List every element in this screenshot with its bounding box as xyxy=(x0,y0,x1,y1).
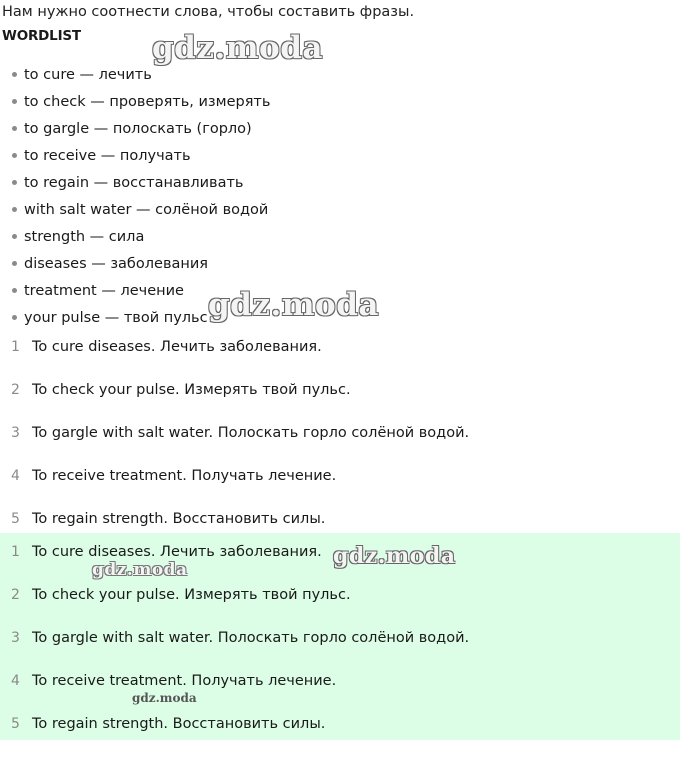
wordlist-entry: to cure — лечить xyxy=(24,67,152,83)
answer-number: 5 xyxy=(11,511,20,527)
answer-item xyxy=(0,713,680,756)
wordlist-entry: to check — проверять, измерять xyxy=(24,94,271,110)
wordlist-entry: diseases — заболевания xyxy=(24,256,208,272)
answer-item xyxy=(0,379,680,422)
answer-text: To gargle with salt water. Полоскать горло солёной водой. xyxy=(32,630,470,646)
watermark: gdz.moda xyxy=(132,691,197,705)
wordlist-entry: to regain — восстанавливать xyxy=(24,175,244,191)
answer-number: 3 xyxy=(11,425,20,441)
answer-number: 2 xyxy=(11,587,20,603)
list-item xyxy=(12,91,270,118)
watermark: gdz.moda xyxy=(152,30,323,66)
answer-item xyxy=(0,336,680,379)
bullet-icon xyxy=(12,261,17,266)
list-item xyxy=(12,199,270,226)
watermark: gdz.moda xyxy=(208,287,379,323)
answer-number: 3 xyxy=(11,630,20,646)
list-item xyxy=(12,64,270,91)
watermark: gdz.moda xyxy=(92,560,188,580)
answer-text: To cure diseases. Лечить заболевания. xyxy=(32,339,322,355)
answer-text: To receive treatment. Получать лечение. xyxy=(32,468,337,484)
answer-item xyxy=(0,627,680,670)
answer-number: 2 xyxy=(11,382,20,398)
wordlist-entry: your pulse — твой пульс xyxy=(24,310,208,326)
answer-list xyxy=(0,336,680,551)
wordlist-entry: to receive — получать xyxy=(24,148,191,164)
list-item xyxy=(12,145,270,172)
wordlist-entry: to gargle — полоскать (горло) xyxy=(24,121,252,137)
bullet-icon xyxy=(12,234,17,239)
bullet-icon xyxy=(12,315,17,320)
wordlist-entry: strength — сила xyxy=(24,229,145,245)
answer-number: 4 xyxy=(11,468,20,484)
list-item xyxy=(12,253,270,280)
answer-text: To receive treatment. Получать лечение. xyxy=(32,673,337,689)
wordlist-entry: treatment — лечение xyxy=(24,283,184,299)
answer-item xyxy=(0,422,680,465)
answer-text: To cure diseases. Лечить заболевания. xyxy=(32,544,322,560)
answer-item xyxy=(0,584,680,627)
answer-text: To gargle with salt water. Полоскать горло солёной водой. xyxy=(32,425,470,441)
watermark: gdz.moda xyxy=(333,543,456,569)
list-item xyxy=(12,172,270,199)
answer-text: To check your pulse. Измерять твой пульс. xyxy=(32,587,351,603)
wordlist-entry: with salt water — солёной водой xyxy=(24,202,269,218)
answer-text: To check your pulse. Измерять твой пульс. xyxy=(32,382,351,398)
answer-number: 1 xyxy=(11,544,20,560)
bullet-icon xyxy=(12,288,17,293)
bullet-icon xyxy=(12,153,17,158)
bullet-icon xyxy=(12,180,17,185)
answer-text: To regain strength. Восстановить силы. xyxy=(32,716,326,732)
bullet-icon xyxy=(12,207,17,212)
wordlist-heading: WORDLIST xyxy=(2,28,81,44)
answer-number: 4 xyxy=(11,673,20,689)
list-item xyxy=(12,226,270,253)
bullet-icon xyxy=(12,99,17,104)
answer-number: 1 xyxy=(11,339,20,355)
answer-number: 5 xyxy=(11,716,20,732)
answer-item xyxy=(0,670,680,713)
intro-text: Нам нужно соотнести слова, чтобы составить фразы. xyxy=(2,4,415,20)
bullet-icon xyxy=(12,126,17,131)
list-item xyxy=(12,118,270,145)
bullet-icon xyxy=(12,72,17,77)
answer-item xyxy=(0,465,680,508)
answer-text: To regain strength. Восстановить силы. xyxy=(32,511,326,527)
